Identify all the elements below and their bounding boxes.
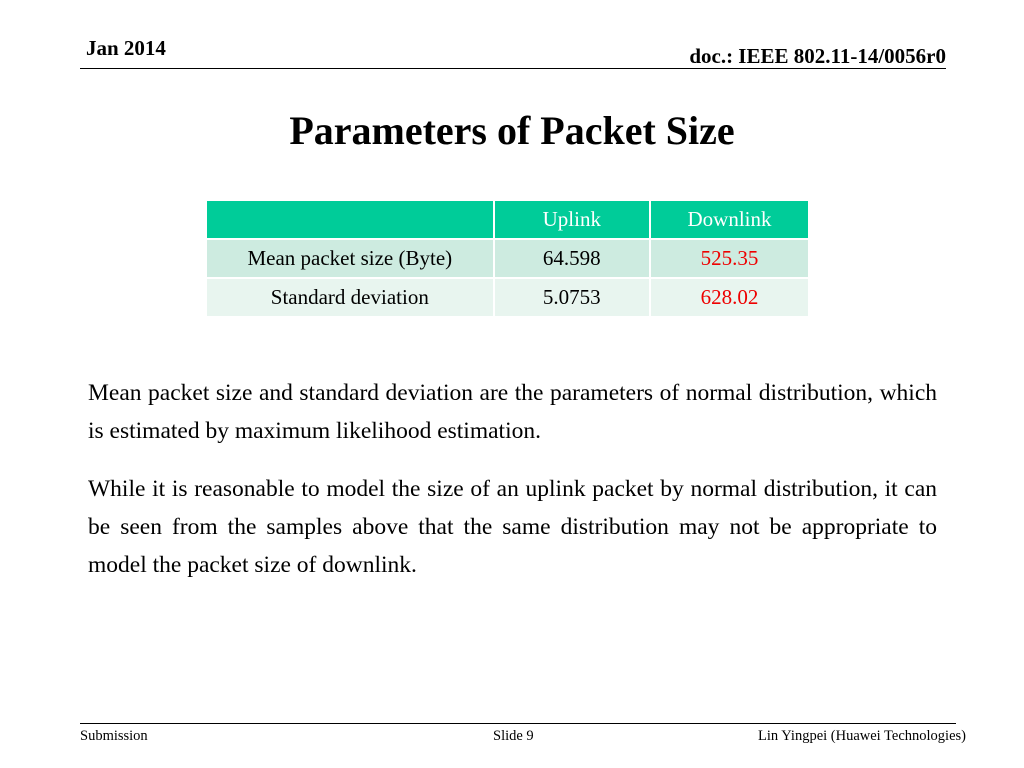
table-header-empty [206,200,494,239]
table-row [206,239,809,278]
downlink-value: 628.02 [650,278,809,317]
uplink-value: 5.0753 [494,278,650,317]
downlink-value: 525.35 [650,239,809,278]
body-paragraph-2: While it is reasonable to model the size of an uplink packet by normal distribution, it can be seen from the samples above that the same distribution may not be appropriate to model the packet size of downlink. [88,476,937,578]
table-header-uplink: Uplink [494,200,650,239]
row-label: Standard deviation [206,278,494,317]
packet-size-table [205,199,810,318]
header-doc-id: doc.: IEEE 802.11-14/0056r0 [689,44,946,68]
slide-title: Parameters of Packet Size [289,108,735,153]
footer-author: Lin Yingpei (Huawei Technologies) [758,728,966,744]
footer-submission: Submission [80,728,148,744]
table-row [206,278,809,317]
uplink-value: 64.598 [494,239,650,278]
footer-slide-number: Slide 9 [493,728,534,744]
table-header-row [206,200,809,239]
header-divider [80,68,946,69]
footer-divider [80,723,956,724]
table-header-downlink: Downlink [650,200,809,239]
header-date: Jan 2014 [86,36,166,60]
row-label: Mean packet size (Byte) [206,239,494,278]
body-paragraph-1: Mean packet size and standard deviation are the parameters of normal distribution, which is estimated by maximum likelihood estimation. [88,380,937,444]
